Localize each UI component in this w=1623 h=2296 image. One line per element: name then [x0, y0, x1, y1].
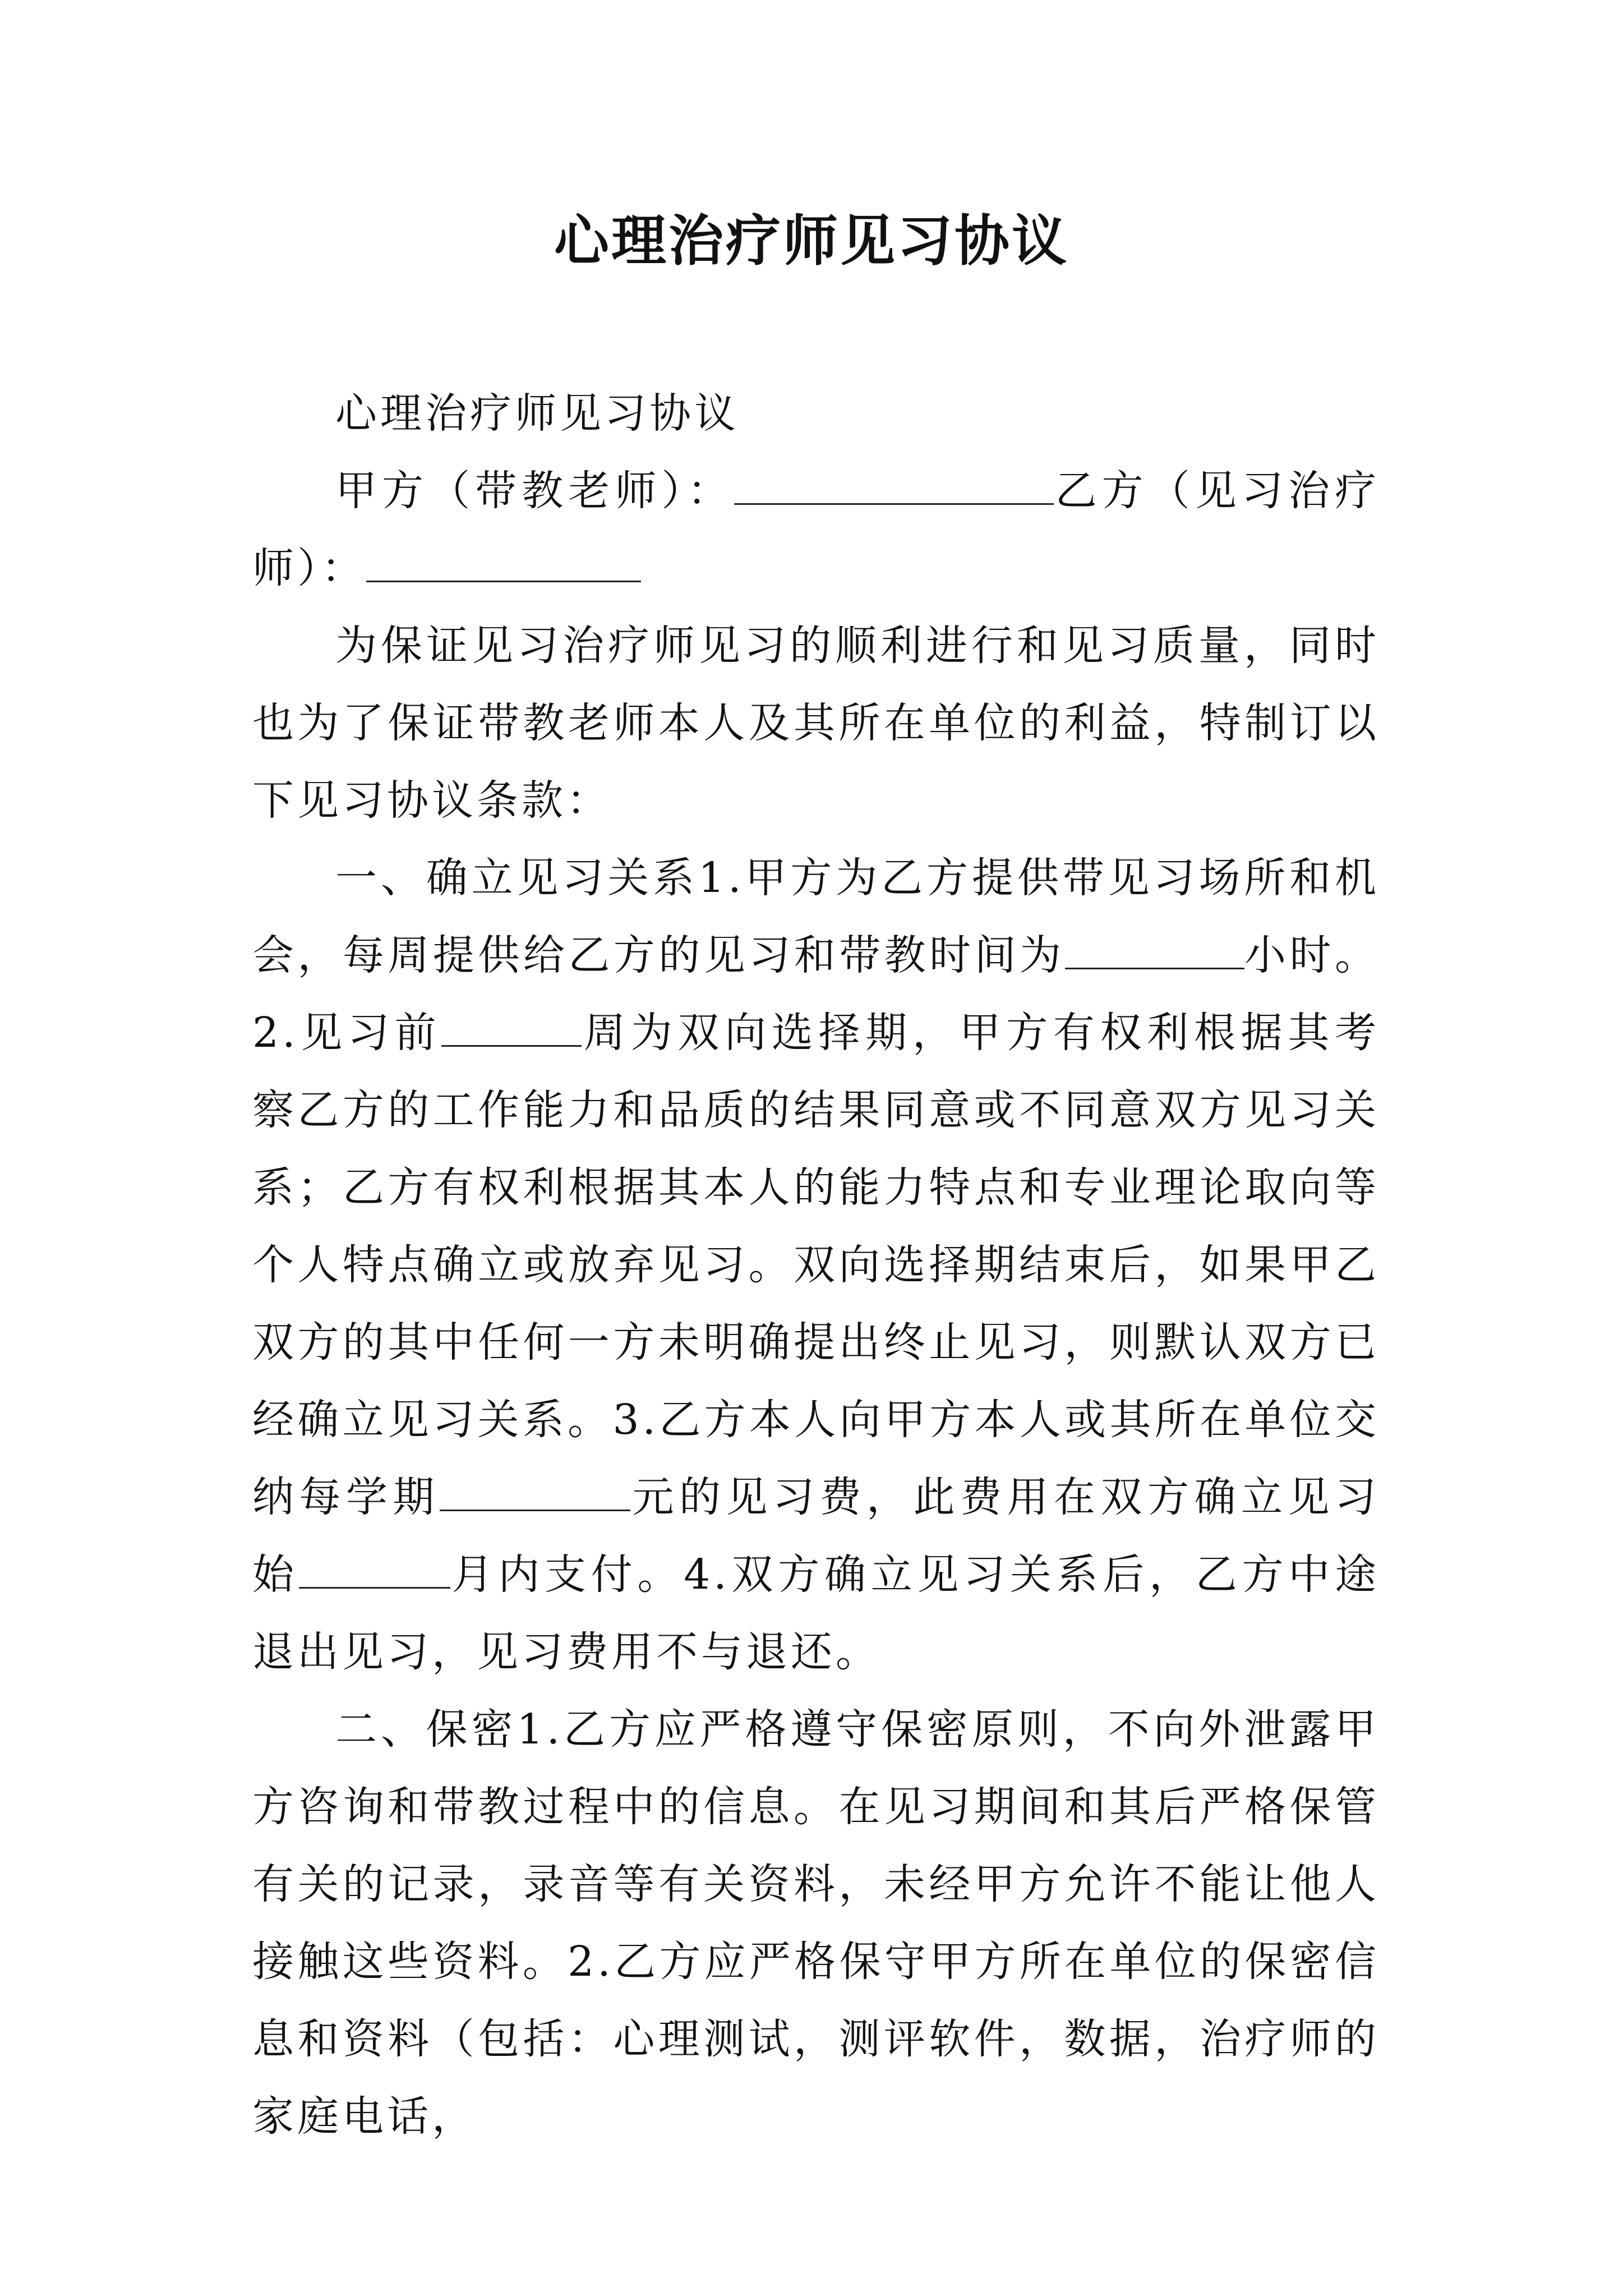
party-a-label: 甲方（带教老师）：: [335, 467, 734, 515]
party-b-label-part1: 乙方（见习治疗: [1053, 467, 1380, 515]
payment-months-blank[interactable]: [299, 1548, 450, 1589]
party-b-blank[interactable]: [366, 541, 641, 582]
fee-amount-blank[interactable]: [440, 1470, 630, 1511]
party-b-label-part2: 师）：: [252, 544, 366, 592]
section2-paragraph: 二、保密1.乙方应严格遵守保密原则，不向外泄露甲方咨询和带教过程中的信息。在见习期间和其后严格保管有关的记录，录音等有关资料，未经甲方允许不能让他人接触这些资料。2.乙方应严格保守甲方所在单位的保密信息和资料（包括：心理测试，测评软件，数据，治疗师的家庭电话，: [252, 1705, 1380, 2141]
section1-text-3: 周为双向选择期，甲方有权利根据其考察乙方的工作能力和品质的结果同意或不同意双方见习关系；乙方有权利根据其本人的能力特点和专业理论取向等个人特点确立或放弃见习。双向选择期结束后，如果甲乙双方的其中任何一方未明确提出终止见习，则默认双方已经确立见习关系。3.乙方本人向甲方本人或其所在单位交纳每学期: [252, 1009, 1380, 1521]
selection-weeks-blank[interactable]: [441, 1006, 582, 1047]
section1-text-4: 元的见习费，此费用在双方确立见习始: [252, 1473, 1380, 1599]
section1-paragraph: [252, 839, 1380, 1691]
section1-text-1: 一、确立见习关系1.甲方为乙方提供带见习场所和机会，每周提供给乙方的见习和带教时间为: [252, 854, 1380, 979]
document-subtitle: 心理治疗师见习协议: [335, 389, 739, 438]
section1-text-2: 小时。2.见习前: [252, 931, 1380, 1057]
weekly-hours-blank[interactable]: [1065, 928, 1244, 969]
preamble-paragraph: 为保证见习治疗师见习的顺利进行和见习质量，同时也为了保证带教老师本人及其所在单位的利益，特制订以下见习协议条款：: [252, 622, 1380, 825]
parties-paragraph: [252, 452, 1380, 607]
section1-text-5: 月内支付。4.双方确立见习关系后，乙方中途退出见习，见习费用不与退还。: [252, 1550, 1380, 1676]
document-body: [252, 375, 1380, 2155]
party-a-blank[interactable]: [734, 464, 1054, 505]
document-title: 心理治疗师见习协议: [554, 209, 1069, 273]
